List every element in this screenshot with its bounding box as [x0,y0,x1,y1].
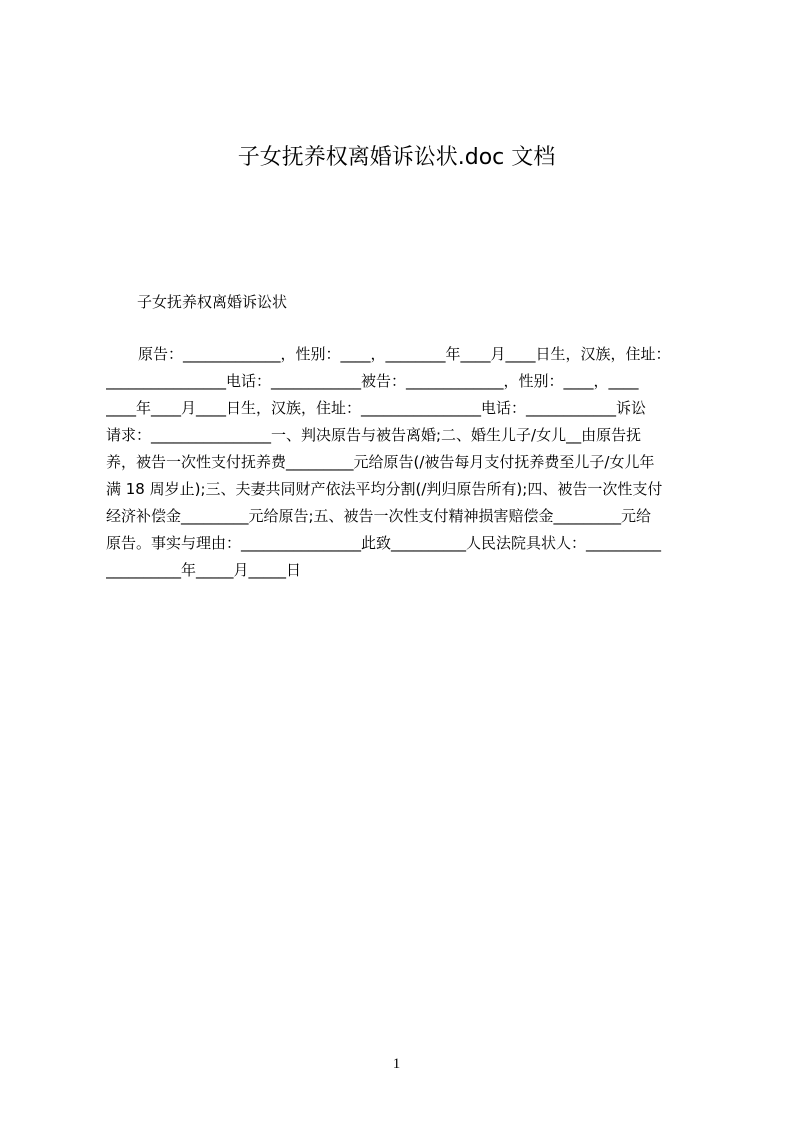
body-line-text: 原告。事实与理由：________________此致__________人民法院具状人：__________ [106,534,662,552]
body-line-5 [106,451,696,473]
body-line-text: 请求：________________一、判决原告与被告离婚;二、婚生儿子/女儿__由原告抚 [106,426,642,444]
page-number: 1 [392,1056,401,1072]
body-line-2 [106,370,696,392]
body-line-9 [106,559,696,581]
body-line-1 [106,343,696,365]
body-line-7 [106,505,696,527]
body-line-text: 养，被告一次性支付抚养费_________元给原告(/被告每月支付抚养费至儿子/女儿年 [106,453,655,471]
body-line-text: ____年____月____日生，汉族，住址：________________电话：____________诉讼 [106,399,647,417]
document-subtitle: 子女抚养权离婚诉讼状 [137,293,288,311]
body-line-text: __________年_____月_____日 [106,561,302,579]
document-title: 子女抚养权离婚诉讼状.doc 文档 [237,145,556,170]
body-line-8 [106,532,696,554]
body-line-4 [106,424,696,446]
body-line-text: 原告：_____________，性别：____，________年____月____日生，汉族，住址： [138,345,671,363]
body-line-text: 经济补偿金_________元给原告;五、被告一次性支付精神损害赔偿金_________元给 [106,507,652,525]
body-line-3 [106,397,696,419]
body-line-6 [106,478,696,500]
body-line-text: 满 18 周岁止);三、夫妻共同财产依法平均分割(/判归原告所有);四、被告一次性支付 [106,480,663,498]
body-line-text: ________________电话：____________被告：_____________，性别：____，____ [106,372,639,390]
